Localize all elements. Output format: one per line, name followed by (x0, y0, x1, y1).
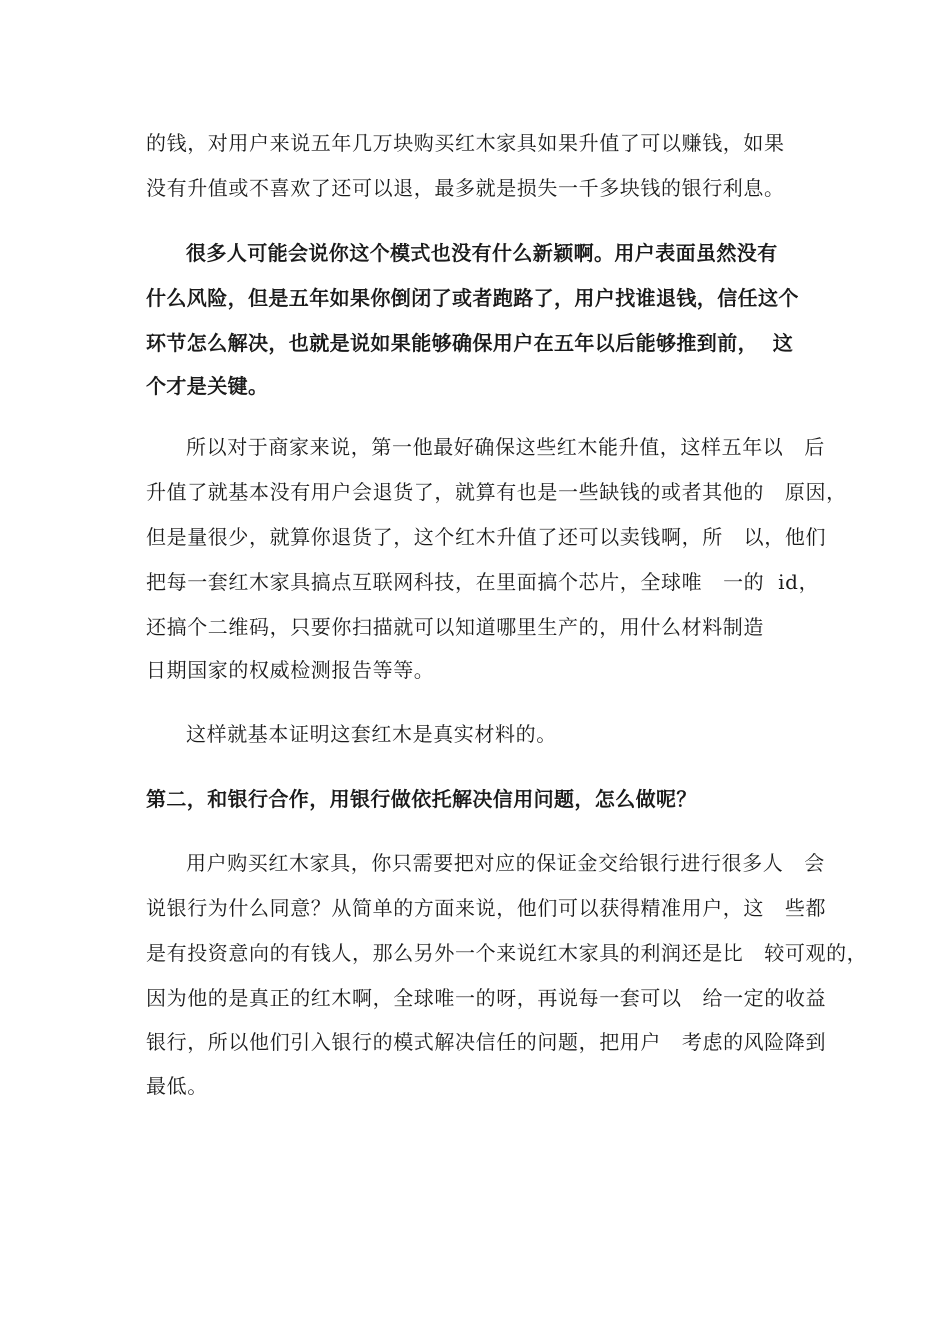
paragraph-1-line-2: 没有升值或不喜欢了还可以退，最多就是损失一千多块钱的银行利息。 (146, 176, 785, 200)
paragraph-2-line-3: 环节怎么解决，也就是说如果能够确保用户在五年以后能够推到前， 这 (146, 331, 794, 355)
paragraph-3-line-4: 把每一套红木家具搞点互联网科技，在里面搞个芯片，全球唯 一的 id， (146, 570, 820, 594)
paragraph-6-line-2: 说银行为什么同意？从简单的方面来说，他们可以获得精准用户，这 些都 (146, 896, 827, 920)
paragraph-6-line-6: 最低。 (146, 1074, 208, 1098)
paragraph-3-line-6: 日期国家的权威检测报告等等。 (146, 658, 435, 682)
paragraph-6-line-3: 是有投资意向的有钱人，那么另外一个来说红木家具的利润还是比 较可观的， (146, 941, 868, 965)
paragraph-6-line-5: 银行，所以他们引入银行的模式解决信任的问题，把用户 考虑的风险降到 (146, 1030, 827, 1054)
paragraph-3-line-2: 升值了就基本没有用户会退货了，就算有也是一些缺钱的或者其他的 原因， (146, 480, 847, 504)
section-heading: 第二，和银行合作，用银行做依托解决信用问题，怎么做呢？ (146, 787, 697, 811)
paragraph-3-line-1: 所以对于商家来说，第一他最好确保这些红木能升值，这样五年以 后 (186, 435, 825, 459)
paragraph-6-line-4: 因为他的是真正的红木啊，全球唯一的呀，再说每一套可以 给一定的收益 (146, 986, 827, 1010)
paragraph-2-line-1: 很多人可能会说你这个模式也没有什么新颖啊。用户表面虽然没有 (186, 241, 778, 265)
paragraph-2-line-4: 个才是关键。 (146, 374, 269, 398)
paragraph-4-line-1: 这样就基本证明这套红木是真实材料的。 (186, 722, 557, 746)
paragraph-6-line-1: 用户购买红木家具，你只需要把对应的保证金交给银行进行很多人 会 (186, 851, 825, 875)
paragraph-2-line-2: 什么风险，但是五年如果你倒闭了或者跑路了，用户找谁退钱，信任这个 (146, 286, 799, 310)
paragraph-1-line-1: 的钱，对用户来说五年几万块购买红木家具如果升值了可以赚钱，如果 (146, 131, 785, 155)
paragraph-3-line-3: 但是量很少，就算你退货了，这个红木升值了还可以卖钱啊，所 以，他们 (146, 525, 827, 549)
paragraph-3-line-5: 还搞个二维码，只要你扫描就可以知道哪里生产的，用什么材料制造 (146, 615, 764, 639)
